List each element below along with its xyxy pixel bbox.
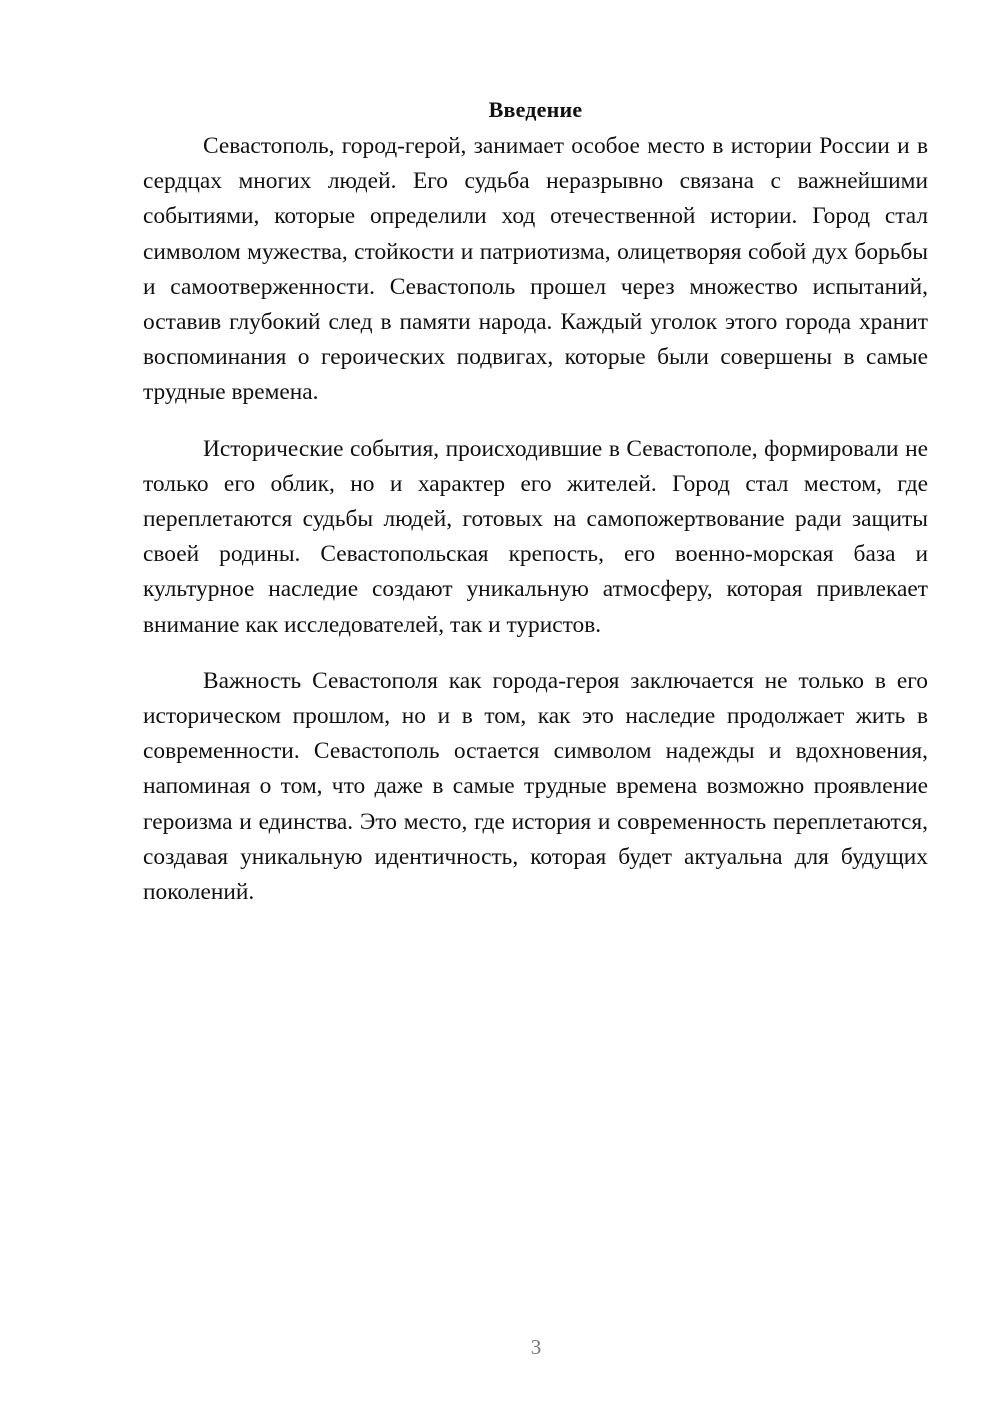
page-content <box>143 95 928 910</box>
paragraph-2: Исторические события, происходившие в Севастополе, формировали не только его облик, но и характер его жителей. Город стал местом, где переплетаются судьбы людей, готовых на самопожертвование ради защиты своей родины. Севастопольская крепость, его военно-морская база и культурное наследие создают уникальную атмосферу, которая привлекает внимание как исследователей, так и туристов. <box>143 435 928 638</box>
section-heading: Введение <box>488 97 583 122</box>
page-number: 3 <box>530 1335 542 1359</box>
paragraph-3: Важность Севастополя как города-героя заключается не только в его историческом прошлом, но и в том, как это наследие продолжает жить в современности. Севастополь остается символом надежды и вдохновения, напоминая о том, что даже в самые трудные времена возможно проявление героизма и единства. Это место, где история и современность переплетаются, создавая уникальную идентичность, которая будет актуальна для будущих поколений. <box>143 667 928 906</box>
paragraph-1: Севастополь, город-герой, занимает особое место в истории России и в сердцах многих людей. Его судьба неразрывно связана с важнейшими событиями, которые определили ход отечественной истории. Город стал символом мужества, стойкости и патриотизма, олицетворяя собой дух борьбы и самоотверженности. Севастополь прошел через множество испытаний, оставив глубокий след в памяти народа. Каждый уголок этого города хранит воспоминания о героических подвигах, которые были совершены в самые трудные времена. <box>143 133 928 406</box>
